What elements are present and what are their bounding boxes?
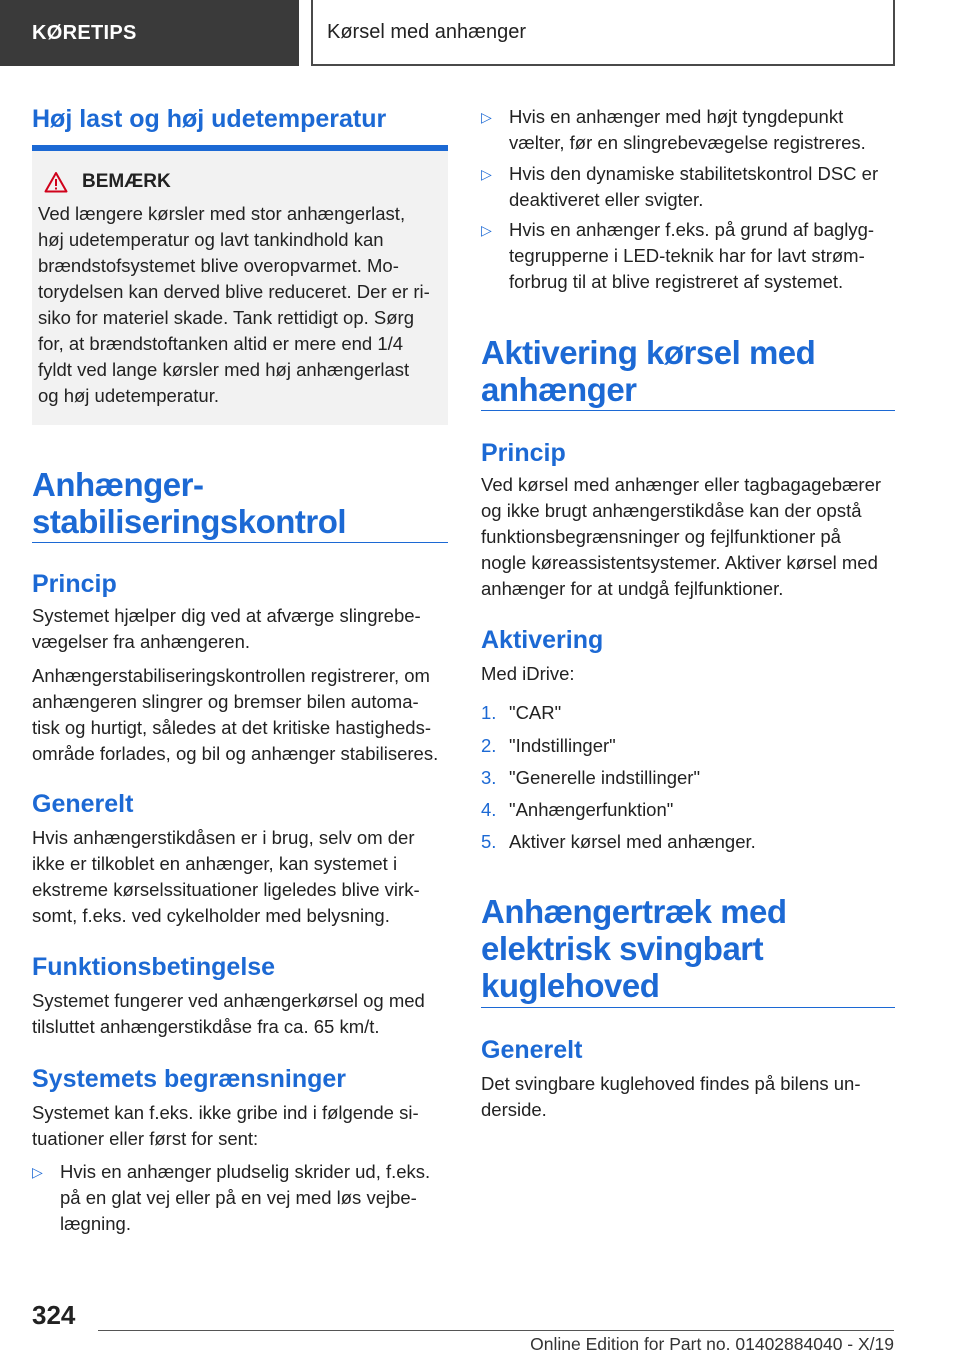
paragraph-generelt: Det svingbare kuglehoved findes på bilens un- derside. — [481, 1073, 861, 1120]
list-item: 1. "CAR" — [481, 702, 562, 723]
heading-princip: Princip — [32, 570, 117, 598]
paragraph-begraensninger: Systemet kan f.eks. ikke gribe ind i følgende si- tuationer eller først for sent: — [32, 1102, 419, 1149]
list-item: ▷ Hvis en anhænger med højt tyngdepunkt vælter, før en slingrebevægelse registreres. — [481, 104, 899, 156]
section-rule — [481, 1007, 895, 1008]
heading-stabilisation: Anhænger- stabiliseringskontrol — [32, 466, 347, 540]
section-rule — [481, 410, 895, 411]
chapter-tab: Kørsel med anhænger — [311, 0, 895, 66]
heading-aktivering-anhaenger: Aktivering kørsel med anhænger — [481, 334, 816, 408]
list-item: 3. "Generelle indstillinger" — [481, 767, 701, 788]
page-number: 324 — [32, 1300, 76, 1330]
list-item: 5. Aktiver kørsel med anhænger. — [481, 831, 756, 852]
heading-generelt: Generelt — [32, 790, 134, 818]
notice-box — [32, 151, 448, 425]
notice-text: Ved længere kørsler med stor anhængerlast, høj udetemperatur og lavt tankindhold kan brændstofsystemet blive overopvarmet. Mo- torydelsen kan derved blive reduceret. Der er ri- siko for materiel skade. Tank rettidigt op. Sørg for, at brændstoftanken altid er mere end 1/4 fyldt ved lange kørsler med høj anhængerlast og høj udetemperatur. — [38, 203, 430, 406]
paragraph-princip-2: Anhængerstabiliseringskontrollen registrerer, om anhængeren slingrer og bremser bilen automa- tisk og hurtigt, således at det kritiske hastigheds- område forlades, og bil og anhænger stabiliseres. — [32, 665, 439, 764]
heading-funktionsbetingelse: Funktionsbetingelse — [32, 953, 276, 981]
list-item: ▷ Hvis den dynamiske stabilitetskontrol DSC er deaktiveret eller svigter. — [481, 161, 899, 213]
page-header — [0, 0, 960, 66]
paragraph-princip-1: Systemet hjælper dig ved at afværge slingrebe- vægelser fra anhængeren. — [32, 605, 421, 652]
heading-high-load: Høj last og høj udetemperatur — [32, 105, 387, 133]
list-item: ▷ Hvis en anhænger pludselig skrider ud, f.eks. på en glat vej eller på en vej med løs vejbe- lægning. — [32, 1159, 452, 1237]
paragraph-idrive: Med iDrive: — [481, 663, 575, 684]
list-item: 2. "Indstillinger" — [481, 735, 616, 756]
heading-begraensninger: Systemets begrænsninger — [32, 1065, 346, 1093]
footer-edition: Online Edition for Part no. 01402884040 - X/19 — [530, 1334, 894, 1354]
paragraph-generelt: Hvis anhængerstikdåsen er i brug, selv om der ikke er tilkoblet en anhænger, kan systemet i ekstreme kørselssituationer ligeledes blive virk- somt, f.eks. ved cykelholder med belysning. — [32, 827, 420, 926]
heading-aktivering: Aktivering — [481, 626, 604, 654]
list-item: 4. "Anhængerfunktion" — [481, 799, 674, 820]
heading-anhaengertraek: Anhængertræk med elektrisk svingbart kuglehoved — [481, 893, 787, 1004]
paragraph-funktionsbetingelse: Systemet fungerer ved anhængerkørsel og med tilsluttet anhængerstikdåse fra ca. 65 km/t. — [32, 990, 425, 1037]
heading-princip: Princip — [481, 439, 566, 467]
notice-title: BEMÆRK — [38, 169, 440, 195]
triangle-bullet-icon: ▷ — [32, 1164, 43, 1180]
heading-generelt: Generelt — [481, 1036, 583, 1064]
triangle-bullet-icon: ▷ — [481, 222, 492, 238]
warning-icon — [44, 171, 68, 193]
section-rule — [32, 542, 448, 543]
footer-rule — [98, 1330, 894, 1331]
list-item: ▷ Hvis en anhænger f.eks. på grund af baglyg- tegrupperne i LED-teknik har for lavt strøm- forbrug til at blive registreret af systemet. — [481, 217, 899, 295]
paragraph-princip: Ved kørsel med anhænger eller tagbagagebærer og ikke brugt anhængerstikdåse kan der opstå funktionsbegrænsninger og fejlfunktioner på nogle køreassistentsystemer. Aktiver kørsel med anhænger for at undgå fejlfunktioner. — [481, 474, 882, 599]
section-tab: KØRETIPS — [0, 0, 299, 66]
triangle-bullet-icon: ▷ — [481, 109, 492, 125]
triangle-bullet-icon: ▷ — [481, 166, 492, 182]
